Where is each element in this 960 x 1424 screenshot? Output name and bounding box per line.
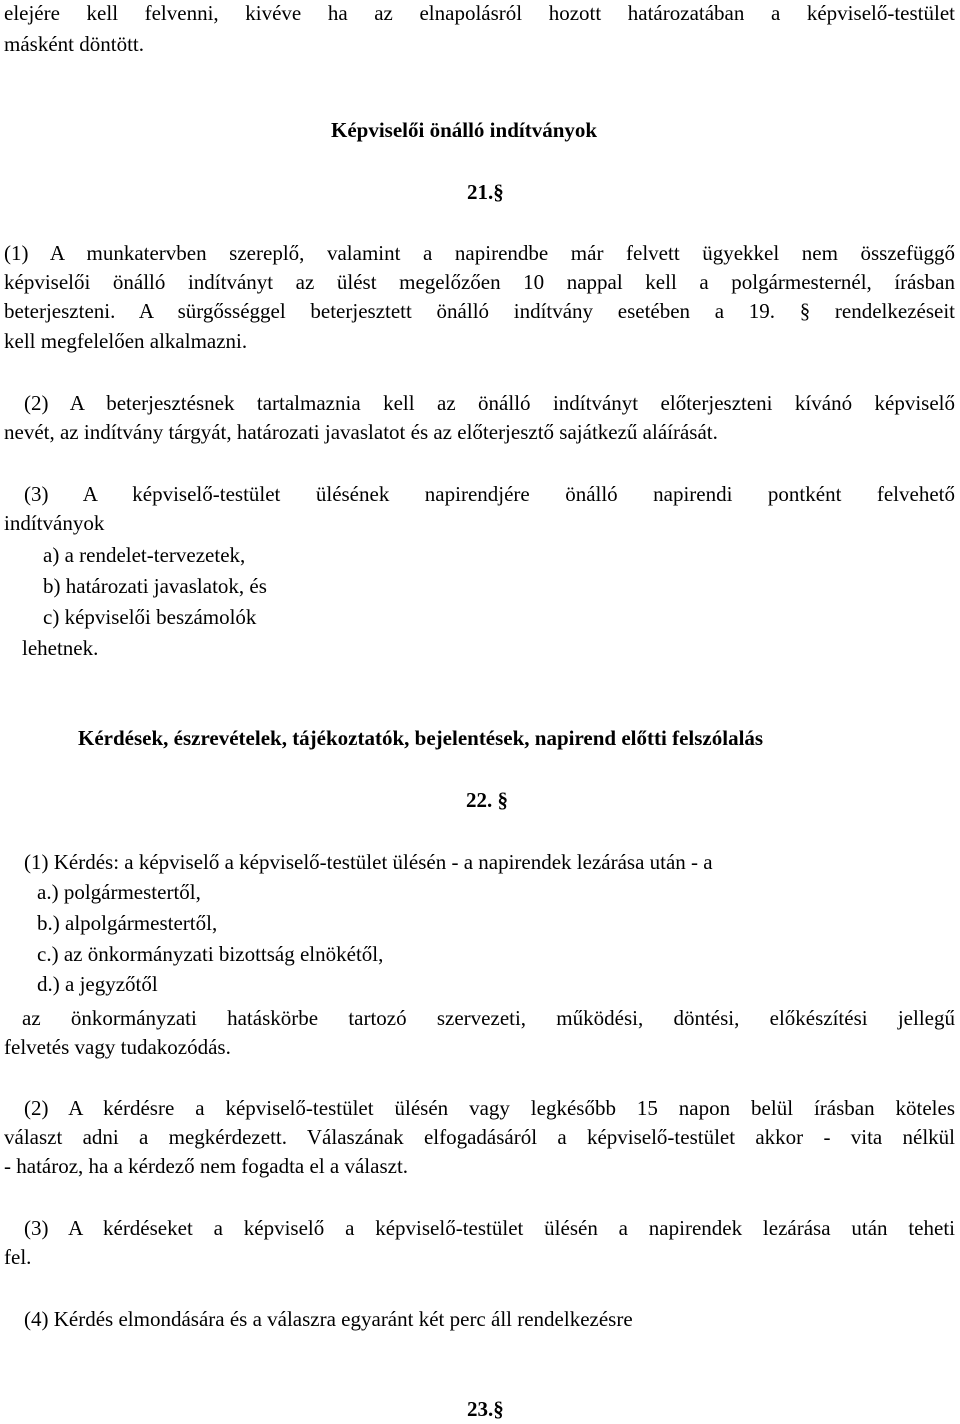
- text-line: az önkormányzati hatáskörbe tartozó szervezeti, működési, döntési, előkészítési jellegű: [22, 1006, 955, 1030]
- text-line: választ adni a megkérdezett. Válaszának elfogadásáról a képviselő-testület akkor - vita nélkül: [4, 1125, 955, 1149]
- text-line: (1) Kérdés: a képviselő a képviselő-testület ülésén - a napirendek lezárása után - a: [24, 850, 713, 874]
- text-line: elejére kell felvenni, kivéve ha az elnapolásról hozott határozatában a képviselő-testület: [4, 1, 955, 25]
- text-line: (3) A kérdéseket a képviselő a képviselő-testület ülésén a napirendek lezárása után teheti: [24, 1216, 955, 1240]
- list-item: b.) alpolgármestertől,: [37, 911, 218, 935]
- text-line: felvetés vagy tudakozódás.: [4, 1035, 231, 1059]
- text-line: nevét, az indítvány tárgyát, határozati javaslatot és az előterjesztő sajátkezű aláírását.: [4, 420, 718, 444]
- text-line: beterjeszteni. A sürgősséggel beterjesztett önálló indítvány esetében a 19. § rendelkezéseit: [4, 299, 955, 323]
- text-line: - határoz, ha a kérdező nem fogadta el a választ.: [4, 1154, 409, 1178]
- text-line: indítványok: [4, 511, 105, 535]
- text-line: képviselői önálló indítványt az ülést megelőzően 10 nappal kell a polgármesternél, írásban: [4, 270, 955, 294]
- list-item: a.) polgármestertől,: [37, 880, 201, 904]
- paragraph-number: 22. §: [466, 788, 508, 812]
- text-line: (2) A kérdésre a képviselő-testület ülésén vagy legkésőbb 15 napon belül írásban köteles: [24, 1096, 955, 1120]
- section-heading: Kérdések, észrevételek, tájékoztatók, bejelentések, napirend előtti felszólalás: [78, 726, 764, 750]
- list-item: c) képviselői beszámolók: [43, 605, 257, 629]
- paragraph-number: 23.§: [467, 1397, 504, 1421]
- text-line: (1) A munkatervben szereplő, valamint a napirendbe már felvett ügyekkel nem összefüggő: [4, 241, 955, 265]
- list-item: c.) az önkormányzati bizottság elnökétől,: [37, 942, 384, 966]
- paragraph-number: 21.§: [467, 180, 504, 204]
- text-line: (3) A képviselő-testület ülésének napirendjére önálló napirendi pontként felvehető: [24, 482, 955, 506]
- text-line: fel.: [4, 1245, 32, 1269]
- list-item: a) a rendelet-tervezetek,: [43, 543, 246, 567]
- text-line: másként döntött.: [4, 32, 144, 56]
- list-item: d.) a jegyzőtől: [37, 972, 158, 996]
- text-line: (2) A beterjesztésnek tartalmaznia kell az önálló indítványt előterjeszteni kívánó képviselő: [24, 391, 955, 415]
- section-heading: Képviselői önálló indítványok: [331, 118, 598, 142]
- list-item: b) határozati javaslatok, és: [43, 574, 267, 598]
- text-line: kell megfelelően alkalmazni.: [4, 329, 248, 353]
- text-line: (4) Kérdés elmondására és a válaszra egyaránt két perc áll rendelkezésre: [24, 1307, 633, 1331]
- text-line: lehetnek.: [22, 636, 99, 660]
